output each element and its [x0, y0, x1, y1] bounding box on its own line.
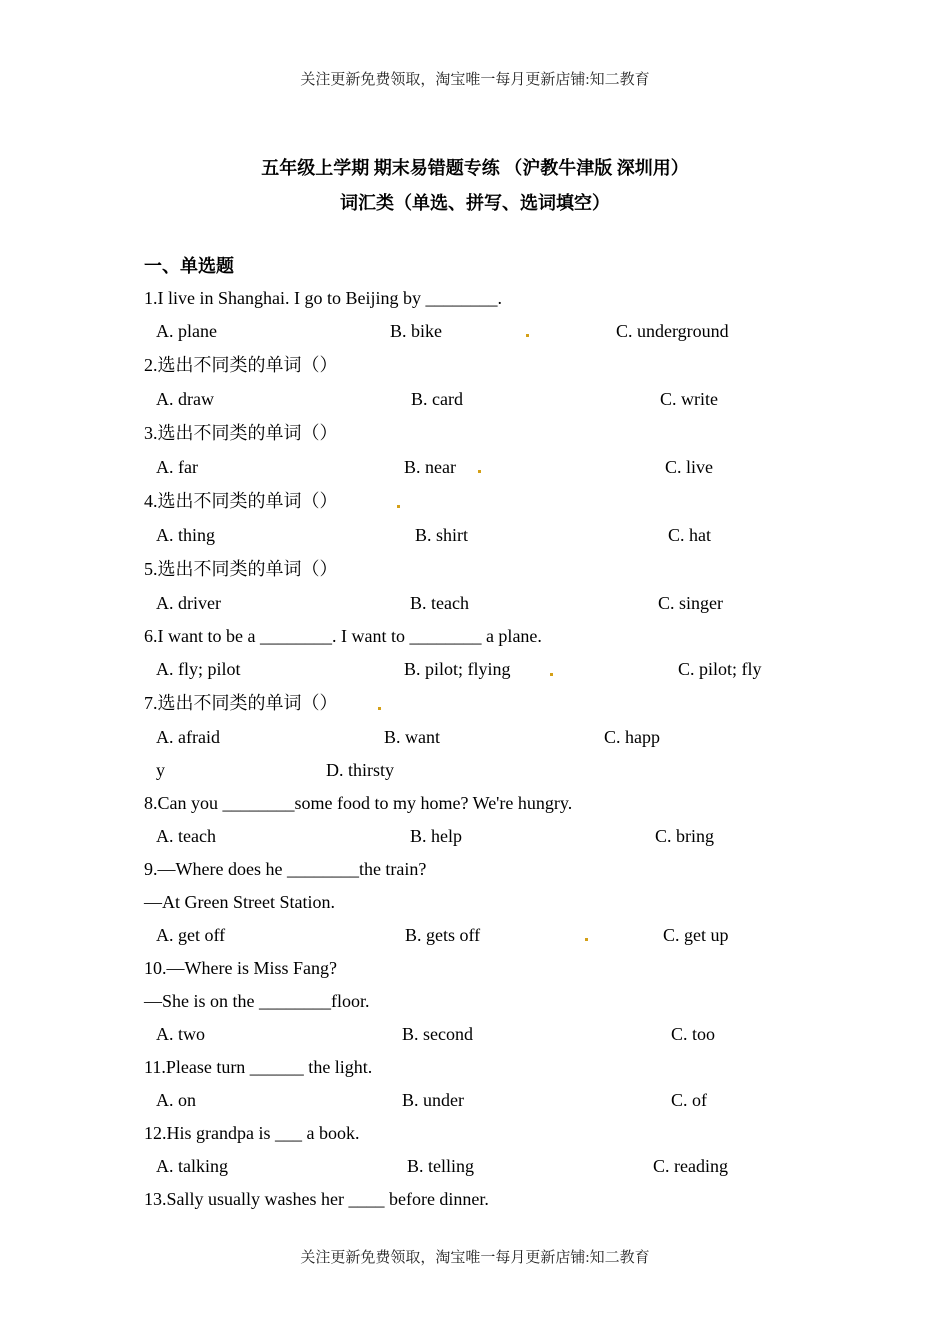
question-11: 11.Please turn ______ the light.: [144, 1057, 373, 1077]
question-4: 4.选出不同类的单词（）: [144, 491, 338, 511]
question-8: 8.Can you ________some food to my home? We're hungry.: [144, 793, 573, 813]
q10-option-c: C. too: [671, 1024, 716, 1044]
decorative-dot: [585, 938, 588, 941]
question-9-reply: —At Green Street Station.: [144, 892, 335, 912]
q6-option-a: A. fly; pilot: [156, 659, 241, 679]
q2-option-c: C. write: [660, 389, 718, 409]
question-10-reply: —She is on the ________floor.: [144, 991, 370, 1011]
q7-option-c-wrap: y: [156, 760, 165, 780]
q12-option-b: B. telling: [407, 1156, 474, 1176]
page-header: 关注更新免费领取，淘宝唯一每月更新店铺:知二教育: [300, 72, 650, 88]
q1-option-c: C. underground: [616, 321, 729, 341]
q9-option-b: B. gets off: [405, 925, 481, 945]
q9-option-a: A. get off: [156, 925, 226, 945]
q10-option-a: A. two: [156, 1024, 205, 1044]
q10-option-b: B. second: [402, 1024, 473, 1044]
q1-option-a: A. plane: [156, 321, 217, 341]
decorative-dot: [526, 334, 529, 337]
q8-option-a: A. teach: [156, 826, 216, 846]
q12-option-c: C. reading: [653, 1156, 728, 1176]
title-line-1: 五年级上学期 期末易错题专练 （沪教牛津版 深圳用）: [261, 158, 689, 178]
decorative-dot: [378, 707, 381, 710]
q5-option-b: B. teach: [410, 593, 469, 613]
q7-option-b: B. want: [384, 727, 440, 747]
question-9: 9.—Where does he ________the train?: [144, 859, 427, 879]
question-6: 6.I want to be a ________. I want to ________ a plane.: [144, 626, 542, 646]
q12-option-a: A. talking: [156, 1156, 228, 1176]
q5-option-a: A. driver: [156, 593, 221, 613]
q3-option-a: A. far: [156, 457, 198, 477]
q11-option-b: B. under: [402, 1090, 464, 1110]
q9-option-c: C. get up: [663, 925, 729, 945]
q6-option-b: B. pilot; flying: [404, 659, 511, 679]
q2-option-a: A. draw: [156, 389, 214, 409]
decorative-dot: [550, 673, 553, 676]
decorative-dot: [397, 505, 400, 508]
q8-option-c: C. bring: [655, 826, 715, 846]
q7-option-a: A. afraid: [156, 727, 220, 747]
question-12: 12.His grandpa is ___ a book.: [144, 1123, 360, 1143]
title-line-2: 词汇类（单选、拼写、选词填空）: [340, 193, 610, 213]
question-13: 13.Sally usually washes her ____ before dinner.: [144, 1189, 489, 1209]
q3-option-c: C. live: [665, 457, 713, 477]
question-5: 5.选出不同类的单词（）: [144, 559, 338, 579]
q3-option-b: B. near: [404, 457, 456, 477]
q2-option-b: B. card: [411, 389, 463, 409]
q1-option-b: B. bike: [390, 321, 442, 341]
q11-option-c: C. of: [671, 1090, 707, 1110]
section-heading: 一、单选题: [144, 256, 234, 276]
question-7: 7.选出不同类的单词（）: [144, 693, 338, 713]
q5-option-c: C. singer: [658, 593, 723, 613]
question-3: 3.选出不同类的单词（）: [144, 423, 338, 443]
page-footer: 关注更新免费领取，淘宝唯一每月更新店铺:知二教育: [300, 1250, 650, 1266]
q7-option-c: C. happ: [604, 727, 660, 747]
q7-option-d: D. thirsty: [326, 760, 395, 780]
decorative-dot: [478, 470, 481, 473]
question-2: 2.选出不同类的单词（）: [144, 355, 338, 375]
q4-option-a: A. thing: [156, 525, 216, 545]
question-10: 10.—Where is Miss Fang?: [144, 958, 337, 978]
q4-option-c: C. hat: [668, 525, 711, 545]
question-1: 1.I live in Shanghai. I go to Beijing by ________.: [144, 288, 502, 308]
q6-option-c: C. pilot; fly: [678, 659, 762, 679]
q8-option-b: B. help: [410, 826, 462, 846]
q4-option-b: B. shirt: [415, 525, 469, 545]
q11-option-a: A. on: [156, 1090, 196, 1110]
